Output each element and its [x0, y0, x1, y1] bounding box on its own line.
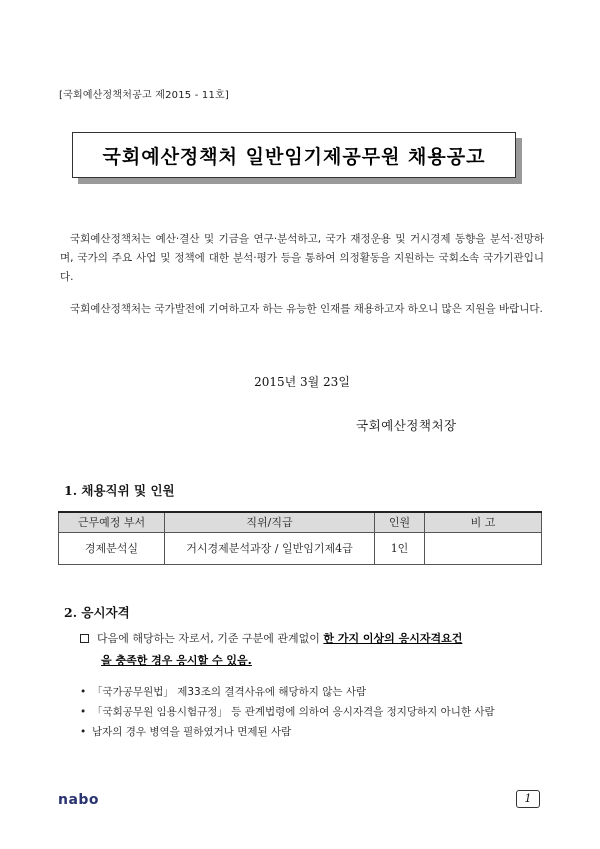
list-item-text: 「국회공무원 임용시험규정」 등 관계법령에 의하여 응시자격을 정지당하지 아니한 사람	[92, 706, 495, 718]
nabo-logo: nabo	[58, 792, 100, 808]
table-header-row	[59, 512, 542, 532]
list-item-text: 「국가공무원법」 제33조의 결격사유에 해당하지 않는 사람	[92, 686, 367, 698]
notice-number: [국회예산정책처공고 제2015 - 11호]	[59, 90, 229, 101]
section-1-title: 1. 채용직위 및 인원	[64, 483, 175, 498]
issuer-name: 국회예산정책처장	[356, 418, 457, 433]
bullet-icon: •	[80, 686, 87, 698]
cell-dept: 경제분석실	[59, 532, 165, 564]
list-item-text: 남자의 경우 병역을 필하였거나 면제된 사람	[92, 726, 292, 738]
section-2-title: 2. 응시자격	[64, 605, 130, 620]
eligibility-condition	[80, 628, 550, 672]
intro-paragraph-2: 국회예산정책처는 국가발전에 기여하고자 하는 유능한 인재를 채용하고자 하오니 많은 지원을 바랍니다.	[70, 303, 543, 315]
page-number: 1	[516, 790, 540, 808]
bullet-icon: •	[80, 706, 87, 718]
col-header-position: 직위/직급	[165, 512, 375, 532]
list-item	[80, 702, 560, 722]
col-header-note: 비 고	[425, 512, 542, 532]
condition-emphasis-2: 을 충족한 경우 응시할 수 있음.	[101, 654, 252, 667]
col-header-dept: 근무예정 부서	[59, 512, 165, 532]
list-item	[80, 722, 560, 742]
condition-line-2	[80, 650, 550, 672]
intro-paragraph-1: 국회예산정책처는 예산·결산 및 기금을 연구·분석하고, 국가 재정운용 및 거시경제 동향을 분석·전망하며, 국가의 주요 사업 및 정책에 대한 분석·평가 등을 통하여 의정활동을 지원하는 국회소속 국가기관입니다.	[60, 233, 544, 283]
cell-position: 거시경제분석과장 / 일반임기제4급	[165, 532, 375, 564]
table-row	[59, 532, 542, 564]
col-header-count: 인원	[375, 512, 425, 532]
cell-count: 1인	[375, 532, 425, 564]
positions-table	[58, 511, 542, 565]
condition-emphasis-1: 한 가지 이상의 응시자격요건	[323, 632, 463, 645]
notice-date: 2015년 3월 23일	[254, 375, 350, 389]
page-title: 국회예산정책처 일반임기제공무원 채용공고	[102, 145, 486, 168]
bullet-icon: •	[80, 726, 87, 738]
eligibility-list	[80, 682, 560, 742]
condition-prefix: 다음에 해당하는 자로서, 기준 구분에 관계없이	[97, 632, 324, 645]
checkbox-icon	[80, 634, 89, 643]
cell-note	[425, 532, 542, 564]
title-box	[72, 132, 516, 178]
condition-line-1	[80, 628, 550, 650]
list-item	[80, 682, 560, 702]
